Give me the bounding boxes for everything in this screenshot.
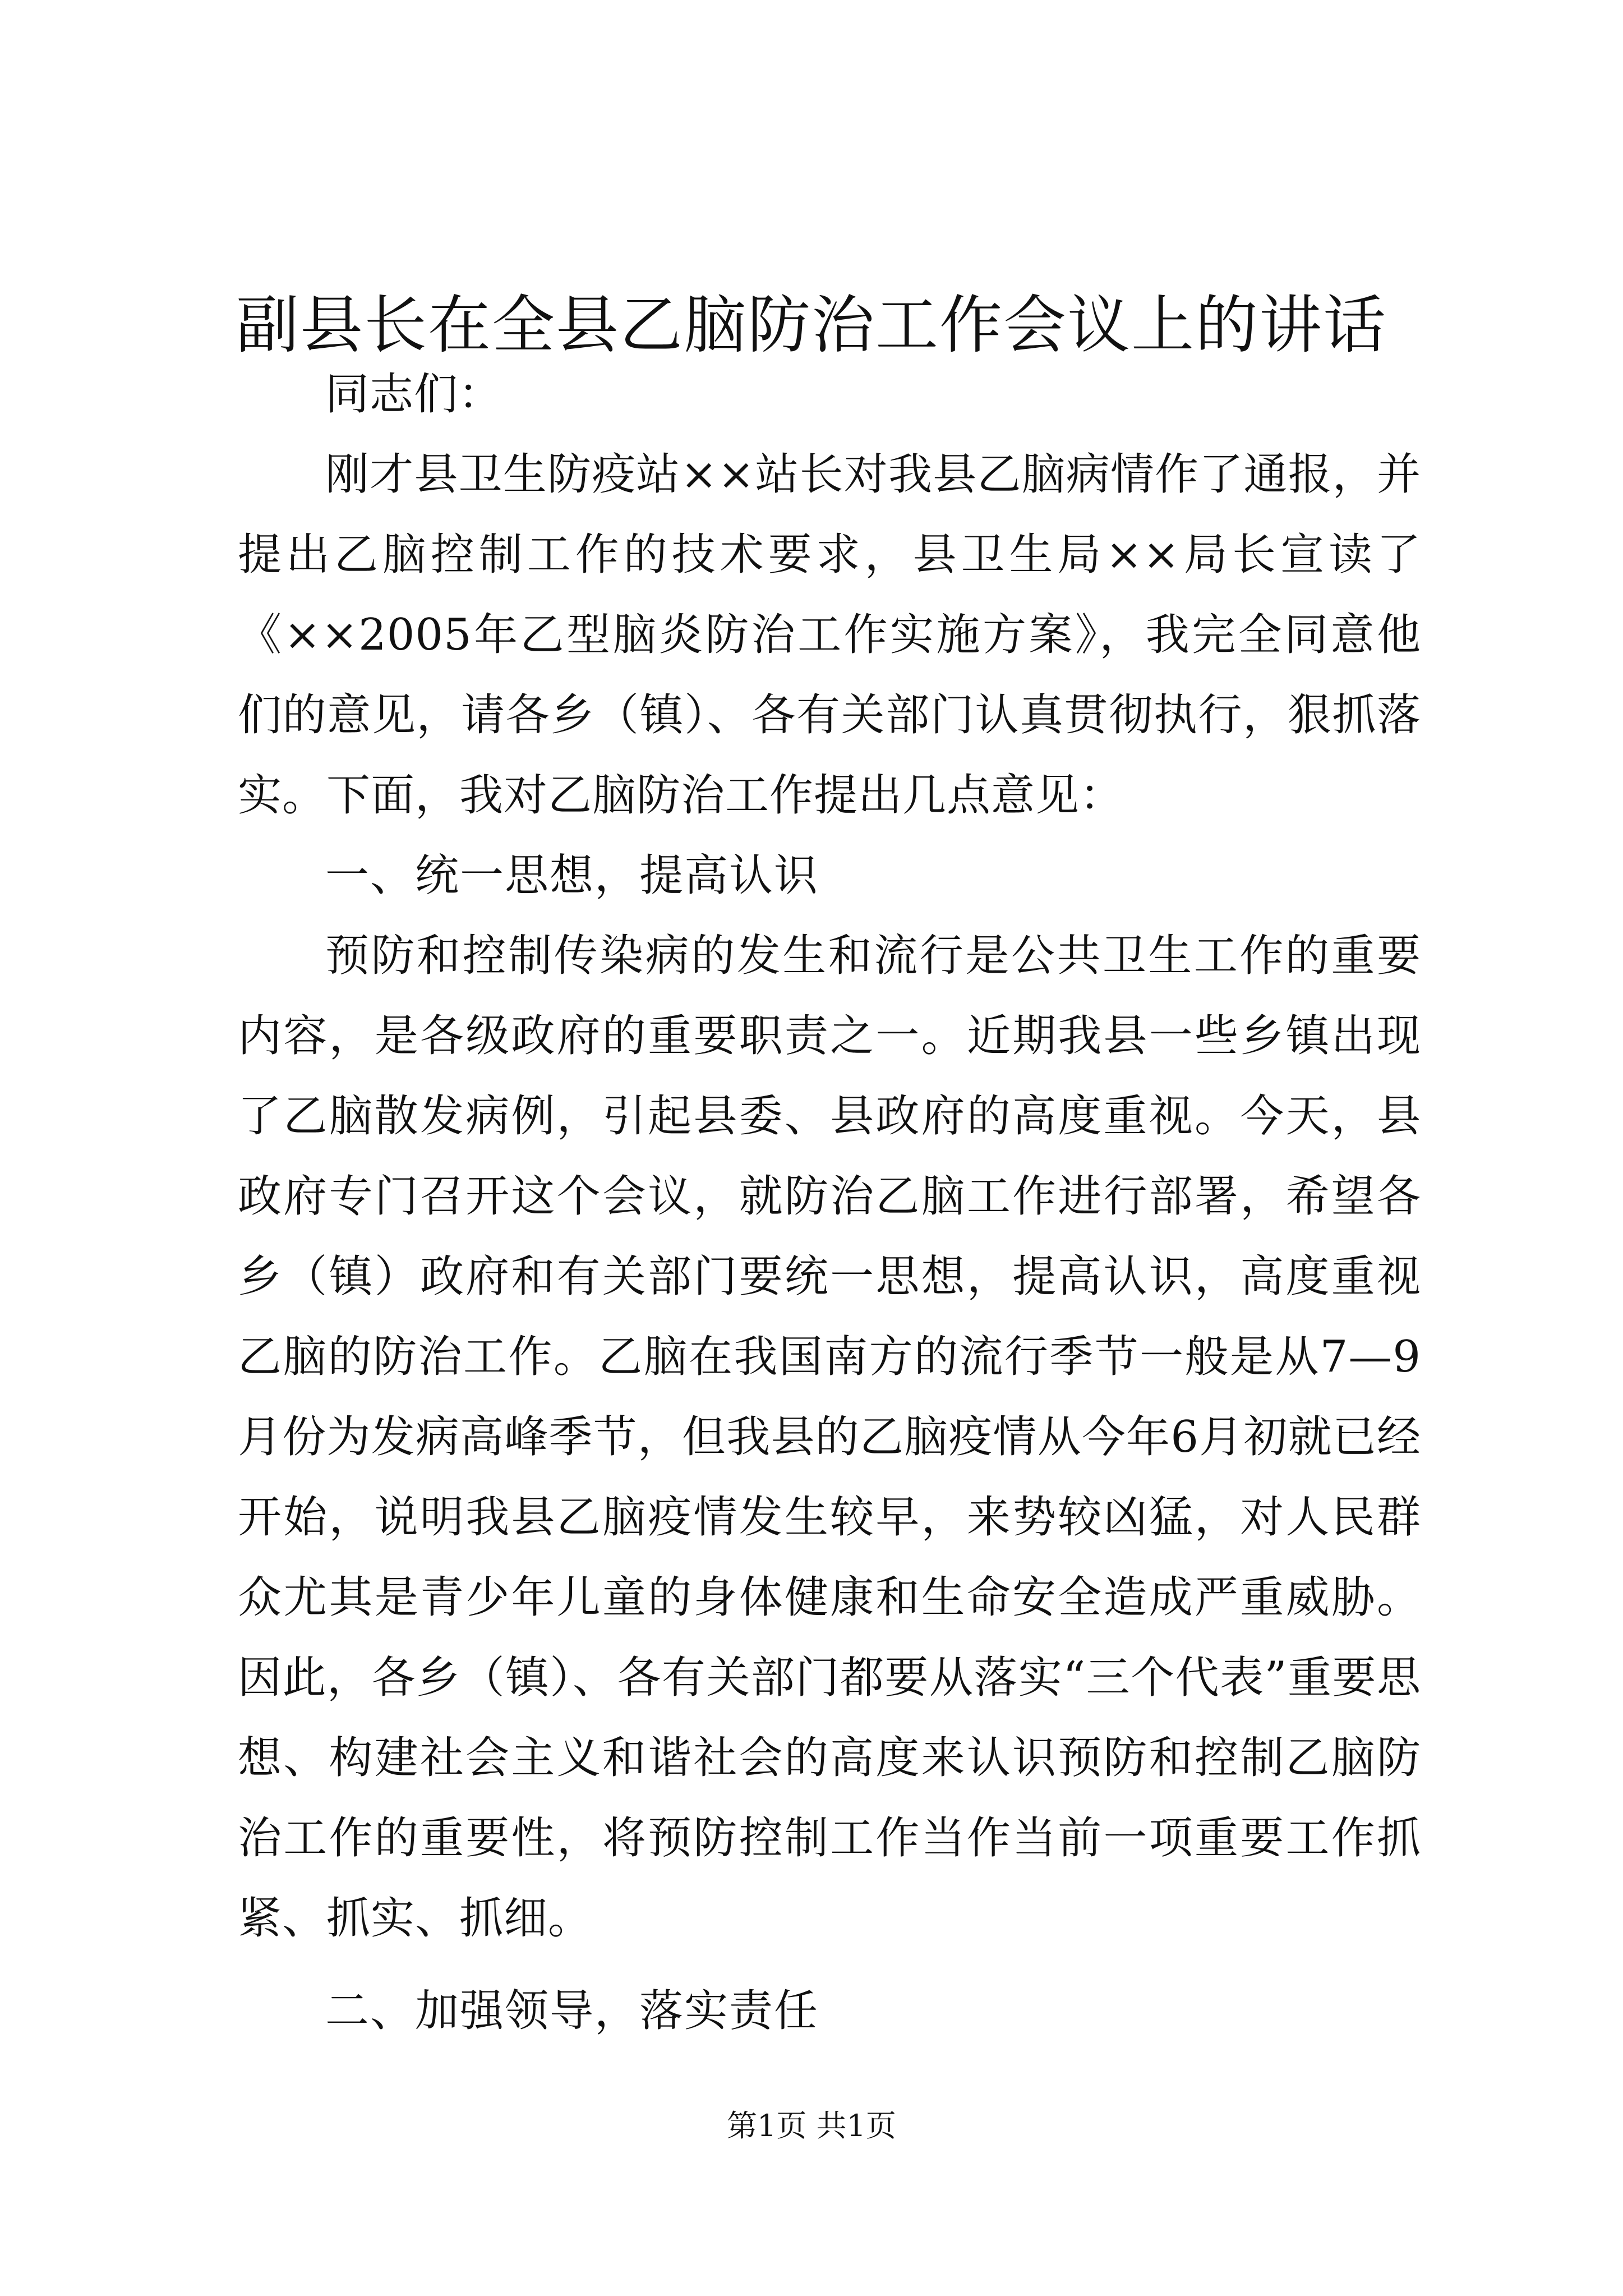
paragraph-intro: 刚才县卫生防疫站××站长对我县乙脑病情作了通报，并提出乙脑控制工作的技术要求，县卫生局××局长宣读了《××2005年乙型脑炎防治工作实施方案》，我完全同意他们的意见，请各乡（镇）、各有关部门认真贯彻执行，狠抓落实。下面，我对乙脑防治工作提出几点意见：: [238, 449, 1421, 821]
salutation: 同志们：: [325, 369, 503, 420]
paragraph-section-1: 预防和控制传染病的发生和流行是公共卫生工作的重要内容，是各级政府的重要职责之一。近期我县一些乡镇出现了乙脑散发病例，引起县委、县政府的高度重视。今天，县政府专门召开这个会议，就防治乙脑工作进行部署，希望各乡（镇）政府和有关部门要统一思想，提高认识，高度重视乙脑的防治工作。乙脑在我国南方的流行季节一般是从7—9月份为发病高峰季节，但我县的乙脑疫情从今年6月初就已经开始，说明我县乙脑疫情发生较早，来势较凶猛，对人民群众尤其是青少年儿童的身体健康和生命安全造成严重威胁。因此，各乡（镇）、各有关部门都要从落实“三个代表”重要思想、构建社会主义和谐社会的高度来认识预防和控制乙脑防治工作的重要性，将预防控制工作当作当前一项重要工作抓紧、抓实、抓细。: [238, 931, 1421, 1944]
section-heading-2: 二、加强领导，落实责任: [325, 1986, 819, 2036]
document-body: [238, 355, 1421, 2051]
section-heading-1: 一、统一思想，提高认识: [325, 850, 819, 901]
document-title: 副县长在全县乙脑防治工作会议上的讲话: [236, 289, 1387, 362]
page-footer: 第1页 共1页: [727, 2108, 896, 2143]
